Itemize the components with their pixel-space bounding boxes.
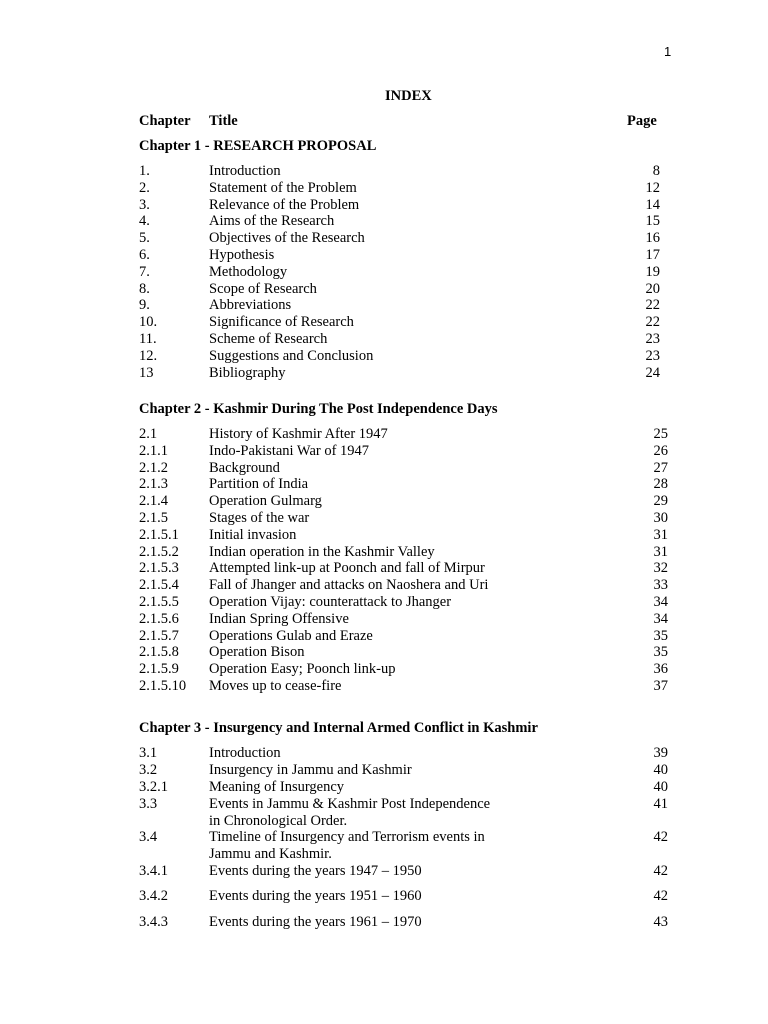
entry-number: 2.1.5.5 <box>139 594 179 610</box>
entry-page: 19 <box>645 263 660 280</box>
toc-entry <box>0 493 768 510</box>
entry-number: 11. <box>139 331 157 347</box>
entry-number: 3.4.3 <box>139 914 168 930</box>
entry-number: 3.4.1 <box>139 863 168 879</box>
toc-entry <box>0 365 768 382</box>
entry-page: 34 <box>653 594 668 610</box>
entry-title: Objectives of the Research <box>209 230 365 247</box>
entry-number: 6. <box>139 247 150 263</box>
toc-entry <box>0 314 768 331</box>
entry-page: 35 <box>653 627 668 644</box>
entry-title: Significance of Research <box>209 314 354 331</box>
entry-title: Events in Jammu & Kashmir Post Independence <box>209 796 491 812</box>
toc-entry <box>0 829 768 862</box>
entry-title: Insurgency in Jammu and Kashmir <box>209 762 412 778</box>
column-header-chapter: Chapter <box>139 113 191 129</box>
toc-entry <box>0 197 768 214</box>
entry-number: 2.1 <box>139 426 158 442</box>
entry-title: Indian Spring Offensive <box>209 610 349 627</box>
entry-title: Relevance of the Problem <box>209 196 360 213</box>
entry-title: Operation Vijay: counterattack to Jhanger <box>209 594 452 610</box>
entry-page: 36 <box>653 661 668 678</box>
entry-title: Moves up to cease-fire <box>209 678 342 694</box>
entry-page: 39 <box>653 745 668 761</box>
column-header-page: Page <box>627 113 657 129</box>
entry-title: Events during the years 1947 – 1950 <box>209 863 422 879</box>
toc-entry <box>0 426 768 443</box>
entry-number: 4. <box>139 213 150 230</box>
toc-entry <box>0 544 768 561</box>
toc-entry <box>0 510 768 527</box>
entry-title: Indian operation in the Kashmir Valley <box>209 543 435 560</box>
entry-title-continued: in Chronological Order. <box>209 812 348 829</box>
entry-title: Aims of the Research <box>209 213 335 230</box>
entry-number: 2.1.5.9 <box>139 661 179 678</box>
entry-number: 2.1.5.4 <box>139 577 179 594</box>
toc-entry <box>0 628 768 645</box>
entry-number: 2.1.5.10 <box>139 678 187 694</box>
entry-page: 20 <box>645 280 660 297</box>
toc-entry <box>0 230 768 247</box>
entry-page: 30 <box>653 510 668 526</box>
toc-entry <box>0 914 768 931</box>
chapter-heading: Chapter 1 - RESEARCH PROPOSAL <box>139 138 377 154</box>
toc-entry <box>0 611 768 628</box>
entry-title: Partition of India <box>209 476 309 493</box>
entry-page: 22 <box>645 314 660 331</box>
entry-number: 2.1.5.3 <box>139 560 179 577</box>
entry-number: 10. <box>139 314 158 331</box>
toc-entry <box>0 560 768 577</box>
toc-entry <box>0 796 768 829</box>
entry-number: 2.1.5.8 <box>139 644 179 661</box>
entry-number: 3. <box>139 196 150 213</box>
entry-title: Hypothesis <box>209 247 275 263</box>
toc-entry <box>0 460 768 477</box>
entry-number: 2.1.1 <box>139 442 168 459</box>
chapter-heading: Chapter 3 - Insurgency and Internal Armed Conflict in Kashmir <box>139 720 538 736</box>
entry-title: Attempted link-up at Poonch and fall of Mirpur <box>209 560 485 577</box>
entry-page: 42 <box>653 863 668 879</box>
entry-page: 29 <box>653 493 668 510</box>
entry-title: Operation Gulmarg <box>209 493 322 510</box>
toc-entry <box>0 745 768 762</box>
entry-title: Background <box>209 459 280 476</box>
toc-entry <box>0 247 768 264</box>
entry-page: 42 <box>653 829 668 845</box>
entry-number: 5. <box>139 230 150 247</box>
toc-entry <box>0 213 768 230</box>
entry-page: 26 <box>653 442 668 459</box>
entry-page: 17 <box>645 247 660 263</box>
entry-page: 27 <box>653 459 668 476</box>
entry-title: Events during the years 1961 – 1970 <box>209 914 422 930</box>
entry-page: 32 <box>653 560 668 577</box>
entry-page: 35 <box>653 644 668 661</box>
entry-title: Suggestions and Conclusion <box>209 347 374 364</box>
entry-title-continued: Jammu and Kashmir. <box>209 845 332 862</box>
entry-title: Stages of the war <box>209 510 310 526</box>
entry-number: 2.1.3 <box>139 476 168 493</box>
toc-entry <box>0 527 768 544</box>
entry-title: Introduction <box>209 745 281 761</box>
entry-title: Fall of Jhanger and attacks on Naoshera and Uri <box>209 577 489 594</box>
entry-number: 2.1.4 <box>139 493 168 510</box>
entry-page: 31 <box>653 543 668 560</box>
toc-entry <box>0 281 768 298</box>
toc-entry <box>0 180 768 197</box>
toc-entry <box>0 163 768 180</box>
entry-page: 22 <box>645 297 660 314</box>
entry-page: 14 <box>645 196 660 213</box>
entry-number: 8. <box>139 280 150 297</box>
entry-number: 2.1.5.7 <box>139 627 179 644</box>
toc-entry <box>0 661 768 678</box>
toc-entry <box>0 297 768 314</box>
toc-entry <box>0 888 768 905</box>
entry-number: 9. <box>139 297 150 314</box>
entry-number: 3.2.1 <box>139 779 168 795</box>
entry-title: Operation Easy; Poonch link-up <box>209 661 396 678</box>
entry-title: Operation Bison <box>209 644 305 661</box>
entry-page: 43 <box>653 914 668 930</box>
entry-number: 12. <box>139 347 158 364</box>
entry-title: Introduction <box>209 163 281 179</box>
toc-entry <box>0 863 768 880</box>
toc-entry <box>0 678 768 695</box>
toc-entry <box>0 762 768 779</box>
entry-number: 2.1.5 <box>139 510 168 526</box>
toc-entry <box>0 476 768 493</box>
entry-page: 16 <box>645 230 660 247</box>
toc-entry <box>0 644 768 661</box>
toc-entry <box>0 594 768 611</box>
column-header-title: Title <box>209 113 238 129</box>
entry-number: 3.3 <box>139 796 158 812</box>
entry-title: History of Kashmir After 1947 <box>209 426 388 442</box>
entry-title: Methodology <box>209 263 288 280</box>
toc-entry <box>0 577 768 594</box>
entry-page: 28 <box>653 476 668 493</box>
entry-number: 13 <box>139 364 154 381</box>
entry-page: 23 <box>645 331 660 347</box>
entry-title: Indo-Pakistani War of 1947 <box>209 442 370 459</box>
entry-number: 2.1.5.2 <box>139 543 179 560</box>
chapter-heading: Chapter 2 - Kashmir During The Post Independence Days <box>139 401 498 417</box>
page-number: 1 <box>664 44 672 59</box>
entry-title: Meaning of Insurgency <box>209 779 345 795</box>
entry-title: Timeline of Insurgency and Terrorism events in <box>209 829 485 845</box>
entry-page: 34 <box>653 610 668 627</box>
entry-page: 12 <box>645 179 660 196</box>
entry-number: 3.4.2 <box>139 888 168 904</box>
toc-entry <box>0 779 768 796</box>
entry-page: 40 <box>653 762 668 778</box>
toc-entry <box>0 331 768 348</box>
entry-title: Operations Gulab and Eraze <box>209 627 373 644</box>
entry-page: 23 <box>645 347 660 364</box>
entry-title: Statement of the Problem <box>209 179 357 196</box>
entry-title: Bibliography <box>209 364 286 381</box>
toc-entry <box>0 348 768 365</box>
entry-page: 31 <box>653 526 668 543</box>
entry-page: 15 <box>645 213 660 230</box>
entry-title: Scope of Research <box>209 280 317 297</box>
entry-page: 33 <box>653 577 668 594</box>
entry-page: 40 <box>653 779 668 795</box>
toc-entry <box>0 443 768 460</box>
entry-number: 2.1.2 <box>139 459 168 476</box>
entry-title: Events during the years 1951 – 1960 <box>209 888 422 904</box>
entry-page: 25 <box>653 426 668 442</box>
entry-number: 7. <box>139 263 150 280</box>
entry-page: 41 <box>653 796 668 812</box>
entry-title: Abbreviations <box>209 297 292 314</box>
entry-title: Initial invasion <box>209 526 297 543</box>
entry-number: 2.1.5.6 <box>139 610 179 627</box>
entry-number: 3.4 <box>139 829 158 845</box>
entry-number: 2. <box>139 179 150 196</box>
entry-title: Scheme of Research <box>209 331 328 347</box>
entry-number: 2.1.5.1 <box>139 526 179 543</box>
entry-number: 1. <box>139 163 150 179</box>
entry-number: 3.2 <box>139 762 158 778</box>
entry-page: 24 <box>645 364 660 381</box>
entry-number: 3.1 <box>139 745 158 761</box>
entry-page: 42 <box>653 888 668 904</box>
toc-entry <box>0 264 768 281</box>
page-title: INDEX <box>385 88 432 104</box>
entry-page: 37 <box>653 678 668 694</box>
entry-page: 8 <box>652 163 660 179</box>
